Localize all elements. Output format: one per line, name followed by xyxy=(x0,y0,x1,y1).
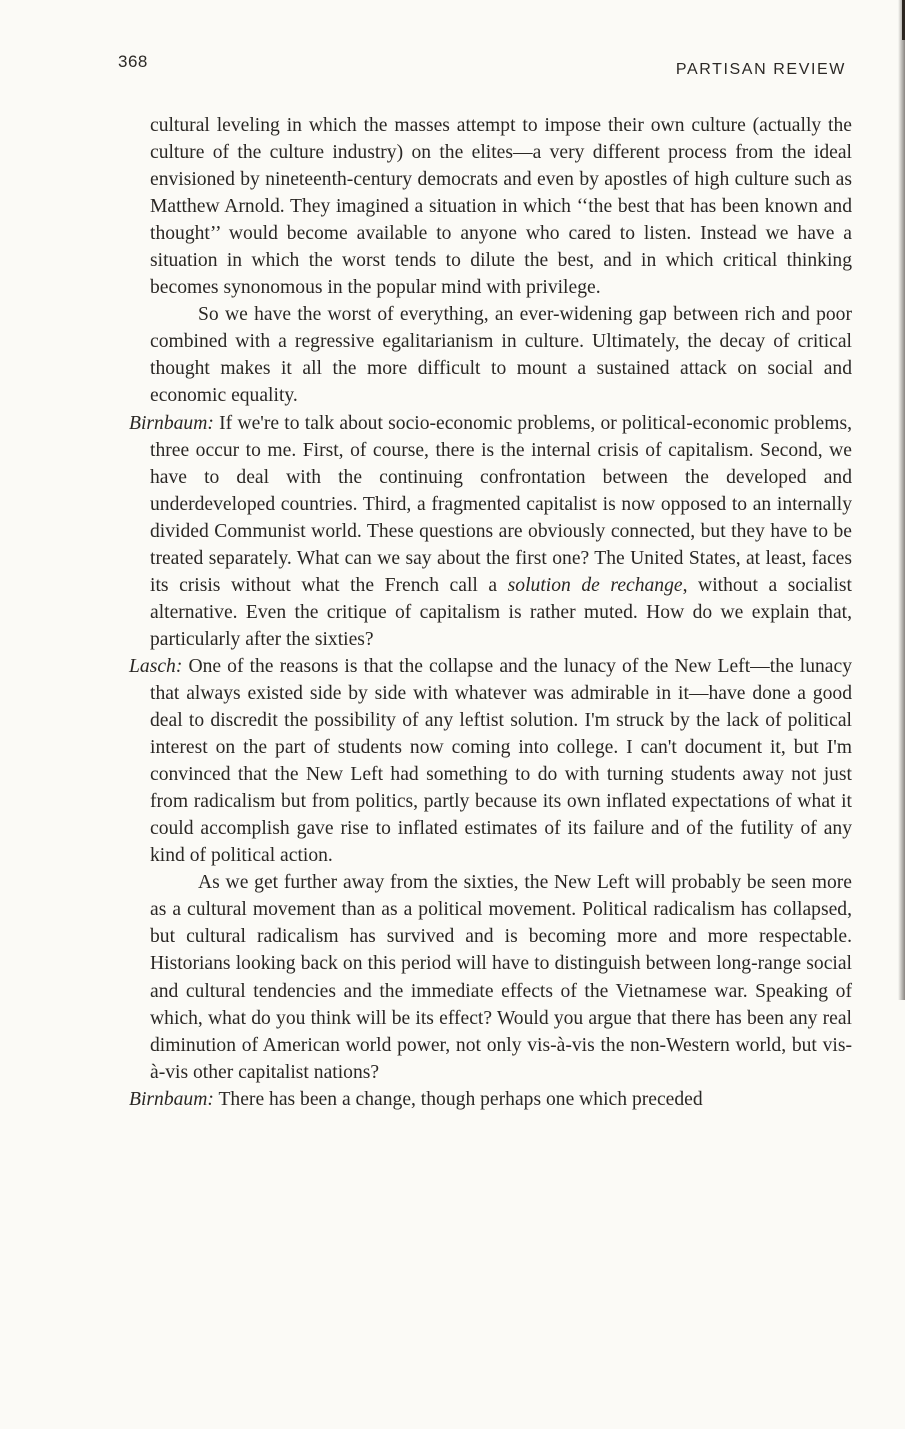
page-header xyxy=(118,50,846,86)
speaker-paragraph-lasch xyxy=(129,653,852,869)
running-head: PARTISAN REVIEW xyxy=(675,61,846,78)
paragraph-text: If we're to talk about socio-economic problems, or political-economic problems, three occur to me. First, of course, there is the internal crisis of capitalism. Second, we have to deal with the continuing confrontation between the developed and underdeveloped countries. Third, a fragmented capitalist is now opposed to an internally divided Communist world. These questions are obviously connected, but they have to be treated separately. What can we say about the first one? The United States, at least, faces its crisis without what the French call a xyxy=(150,412,853,596)
paragraph-text: cultural leveling in which the masses attempt to impose their own culture (actually the culture of the culture industry) on the elites—a very different process from the ideal envisioned by nineteenth-century democrats and even by apostles of high culture such as Matthew Arnold. They imagined a situation in which ‘‘the best that has been known and thought’’ would become available to anyone who cared to listen. Instead we have a situation in which the worst tends to dilute the best, and in which critical thinking becomes synonomous in the popular mind with privilege. xyxy=(150,115,852,299)
paragraph-text: There has been a change, though perhaps one which preceded xyxy=(218,1088,703,1110)
paragraph-text: , without a socialist alternative. Even the critique of capitalism is rather muted. How do we explain that, particularly after the sixties? xyxy=(150,574,852,650)
speaker-name: Lasch: xyxy=(129,655,183,677)
speaker-paragraph-birnbaum xyxy=(129,1086,852,1113)
speaker-name: Birnbaum: xyxy=(129,412,214,434)
foreign-phrase: solution de rechange xyxy=(507,574,683,596)
paragraph-text: So we have the worst of everything, an ever-widening gap between rich and poor combined with a regressive egalitarianism in culture. Ultimately, the decay of critical thought makes it all the more difficult to mount a sustained attack on social and economic equality. xyxy=(150,304,852,407)
page-number: 368 xyxy=(118,52,148,71)
paragraph xyxy=(129,301,852,409)
paragraph-continuation xyxy=(129,112,852,301)
speaker-paragraph-birnbaum xyxy=(129,410,852,653)
speaker-name: Birnbaum: xyxy=(129,1088,214,1110)
page-edge-shadow xyxy=(898,0,905,1000)
paragraph-text: As we get further away from the sixties, the New Left will probably be seen more as a cultural movement than as a political movement. Political radicalism has collapsed, but cultural radicalism has survived and is becoming more and more respectable. Historians looking back on this period will have to distinguish between long-range social and cultural tendencies and the immediate effects of the Vietnamese war. Speaking of which, what do you think will be its effect? Would you argue that there has been any real diminution of American world power, not only vis-à-vis the non-Western world, but vis-à-vis other capitalist nations? xyxy=(150,872,852,1083)
paragraph-text: One of the reasons is that the collapse and the lunacy of the New Left—the lunacy that always existed side by side with whatever was admirable in it—have done a good deal to discredit the possibility of any leftist solution. I'm struck by the lack of political interest on the part of students now coming into college. I can't document it, but I'm convinced that the New Left had something to do with turning students away not just from radicalism but from politics, partly because its own inflated expectations of what it could accomplish gave rise to inflated estimates of its failure and of the futility of any kind of political action. xyxy=(150,655,852,867)
article-body xyxy=(129,112,852,1113)
paragraph xyxy=(129,869,852,1085)
